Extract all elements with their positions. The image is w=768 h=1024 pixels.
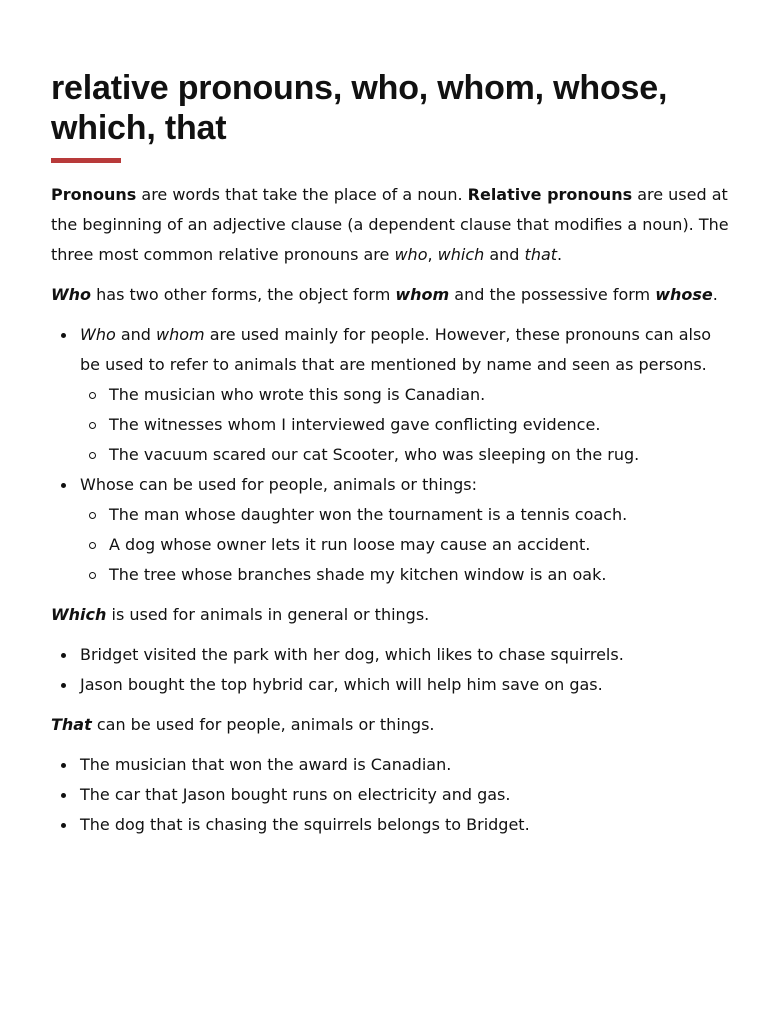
article	[51, 68, 731, 850]
which-examples-list	[51, 640, 731, 700]
who-paragraph	[51, 280, 731, 310]
who-text: has two other forms, the object form	[91, 285, 396, 304]
term-relative-pronouns: Relative pronouns	[467, 185, 633, 204]
term-which: which	[437, 245, 485, 264]
term-that: That	[51, 715, 92, 734]
who-text: .	[712, 285, 718, 304]
item-text: are used mainly for people. However, these pronouns can also be used to refer to animals that are mentioned by name and seen as persons.	[80, 325, 712, 374]
example-item: A dog whose owner lets it run loose may cause an accident.	[80, 530, 731, 560]
list-item	[51, 470, 731, 590]
intro-text: ,	[427, 245, 438, 264]
that-paragraph	[51, 710, 731, 740]
which-paragraph	[51, 600, 731, 630]
example-item: The tree whose branches shade my kitchen window is an oak.	[80, 560, 731, 590]
example-item: The musician that won the award is Canadian.	[51, 750, 731, 780]
term-whom: whom	[156, 325, 205, 344]
which-text: is used for animals in general or things.	[106, 605, 430, 624]
example-item: The vacuum scared our cat Scooter, who was sleeping on the rug.	[80, 440, 731, 470]
item-text: Whose can be used for people, animals or things:	[80, 475, 477, 494]
example-item: Jason bought the top hybrid car, which will help him save on gas.	[51, 670, 731, 700]
who-text: and the possessive form	[449, 285, 656, 304]
intro-text: are used at the beginning of an adjective clause (a dependent clause that modifies a noun). The three most common relative pronouns are	[51, 185, 729, 264]
term-whose: whose	[655, 285, 713, 304]
term-pronouns: Pronouns	[51, 185, 137, 204]
intro-text: .	[557, 245, 563, 264]
intro-text: and	[484, 245, 525, 264]
article-body	[51, 180, 731, 840]
term-that: that	[524, 245, 558, 264]
that-text: can be used for people, animals or things.	[91, 715, 435, 734]
example-item: Bridget visited the park with her dog, which likes to chase squirrels.	[51, 640, 731, 670]
example-item: The car that Jason bought runs on electricity and gas.	[51, 780, 731, 810]
example-item: The dog that is chasing the squirrels belongs to Bridget.	[51, 810, 731, 840]
page-title: relative pronouns, who, whom, whose, which, that	[51, 69, 668, 147]
term-whom: whom	[395, 285, 450, 304]
title-underline-accent	[51, 158, 121, 163]
example-item: The musician who wrote this song is Canadian.	[80, 380, 731, 410]
item-text: and	[115, 325, 157, 344]
intro-paragraph	[51, 180, 731, 270]
example-item: The man whose daughter won the tournament is a tennis coach.	[80, 500, 731, 530]
term-who: Who	[80, 325, 116, 344]
that-examples-list	[51, 750, 731, 840]
example-item: The witnesses whom I interviewed gave conflicting evidence.	[80, 410, 731, 440]
who-whose-list	[51, 320, 731, 590]
term-who: who	[394, 245, 428, 264]
term-who: Who	[51, 285, 92, 304]
whose-examples-list	[80, 500, 731, 590]
intro-text: are words that take the place of a noun.	[136, 185, 468, 204]
list-item	[51, 320, 731, 470]
term-which: Which	[51, 605, 107, 624]
who-examples-list	[80, 380, 731, 470]
